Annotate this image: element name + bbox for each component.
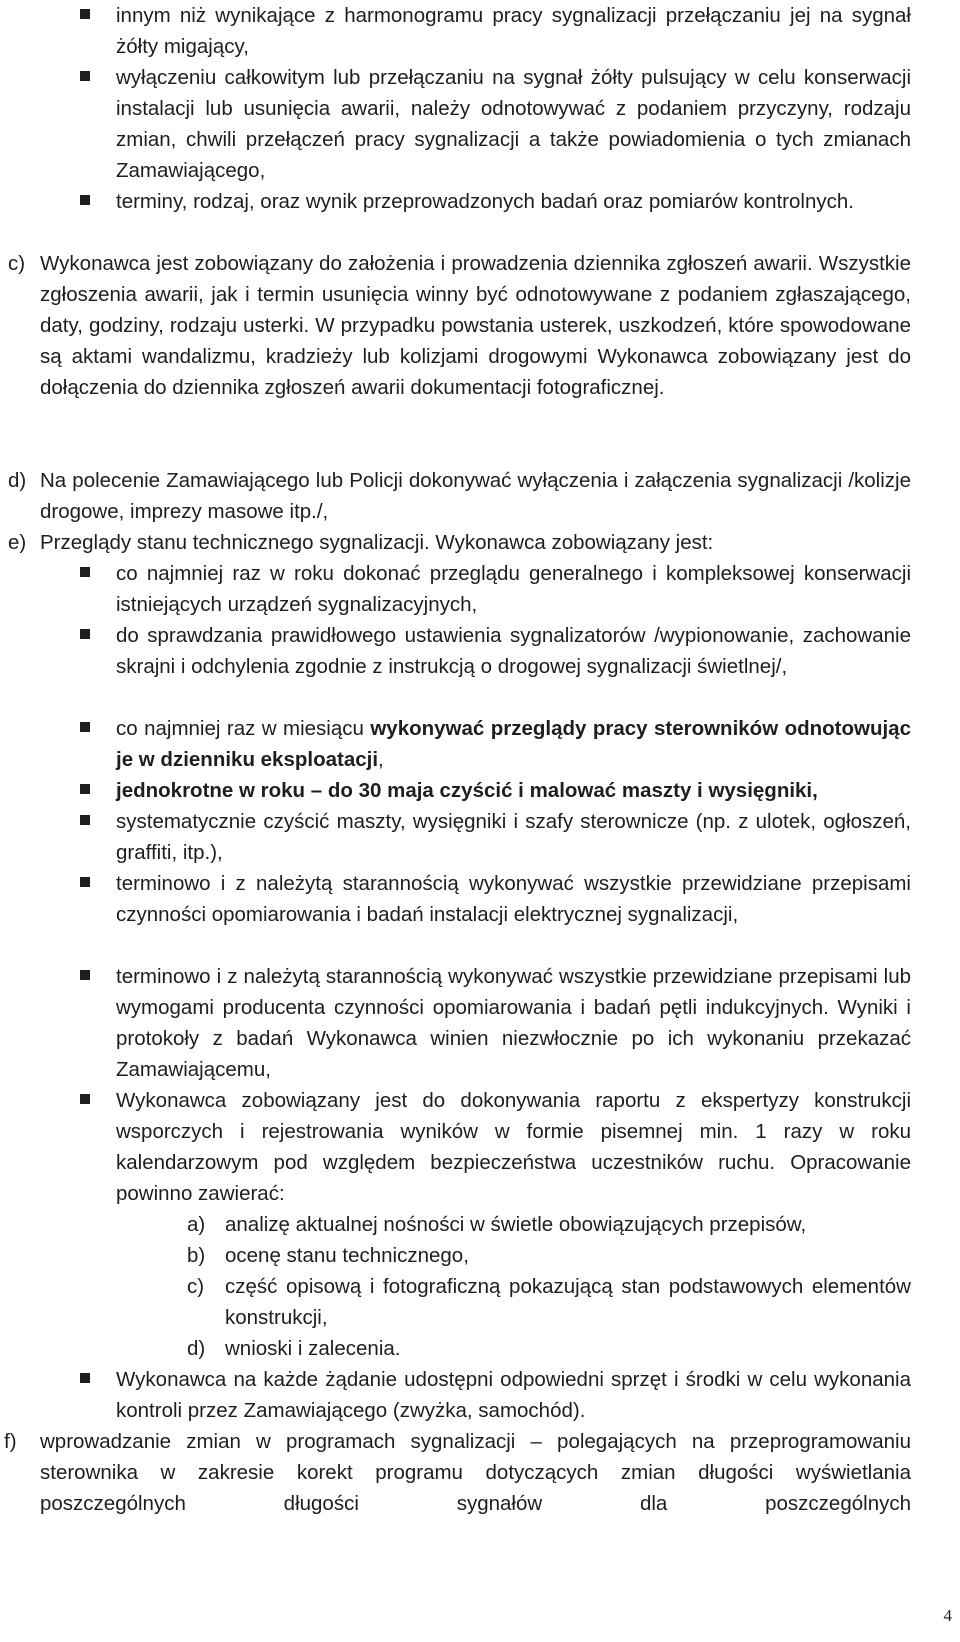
bullet-text: terminy, rodzaj, oraz wynik przeprowadzonych badań oraz pomiarów kontrolnych. <box>116 190 854 213</box>
bullet-item <box>80 961 911 1085</box>
square-bullet-icon <box>80 71 90 81</box>
list-marker: e) <box>8 531 27 554</box>
sub-list-text: część opisową i fotograficzną pokazującą stan podstawowych elementów konstrukcji, <box>225 1275 911 1329</box>
square-bullet-icon <box>80 567 90 577</box>
bullet-item <box>80 558 911 620</box>
sub-list-marker: a) <box>187 1213 206 1236</box>
bullet-text: co najmniej raz w roku dokonać przeglądu generalnego i kompleksowej konserwacji istniejących urządzeń sygnalizacyjnych, <box>116 562 911 616</box>
list-item-text: wprowadzanie zmian w programach sygnalizacji – polegających na przeprogramowaniu sterownika w zakresie korekt programu dotyczących zmian długości wyświetlania poszczególnych długości sygnałów dla poszczególnych <box>40 1430 911 1515</box>
square-bullet-icon <box>80 195 90 205</box>
square-bullet-icon <box>80 9 90 19</box>
bullet-text-bold: jednokrotne w roku – do 30 maja czyścić i malować maszty i wysięgniki, <box>116 779 818 802</box>
square-bullet-icon <box>80 1373 90 1383</box>
square-bullet-icon <box>80 784 90 794</box>
bullet-text: Wykonawca na każde żądanie udostępni odpowiedni sprzęt i środki w celu wykonania kontroli przez Zamawiającego (zwyżka, samochód). <box>116 1368 911 1422</box>
square-bullet-icon <box>80 815 90 825</box>
bullet-text: wyłączeniu całkowitym lub przełączaniu na sygnał żółty pulsujący w celu konserwacji instalacji lub usunięcia awarii, należy odnotowywać z podaniem przyczyny, rodzaju zmian, chwili przełączeń pracy sygnalizacji a także powiadomienia o tych zmianach Zamawiającego, <box>116 66 911 182</box>
bullet-item <box>80 62 911 186</box>
list-item-text: Wykonawca jest zobowiązany do założenia i prowadzenia dziennika zgłoszeń awarii. Wszystkie zgłoszenia awarii, jak i termin usunięcia winny być odnotowywane z podaniem zgłaszającego, daty, godziny, rodzaju usterki. W przypadku powstania usterek, uszkodzeń, które spowodowane są aktami wandalizmu, kradzieży lub kolizjami drogowymi Wykonawca zobowiązany jest do dołączenia do dziennika zgłoszeń awarii dokumentacji fotograficznej. <box>40 252 911 399</box>
page-number: 4 <box>943 1606 952 1625</box>
bullet-text: innym niż wynikające z harmonogramu pracy sygnalizacji przełączaniu jej na sygnał żółty migający, <box>116 4 911 58</box>
sub-list-text: analizę aktualnej nośności w świetle obowiązujących przepisów, <box>225 1213 807 1236</box>
sub-list-item <box>187 1333 911 1364</box>
sub-list-text: wnioski i zalecenia. <box>225 1337 401 1360</box>
list-marker: d) <box>8 469 27 492</box>
list-item-f <box>4 1426 911 1519</box>
sub-list-text: ocenę stanu technicznego, <box>225 1244 469 1267</box>
bullet-text: systematycznie czyścić maszty, wysięgniki i szafy sterownicze (np. z ulotek, ogłoszeń, graffiti, itp.), <box>116 810 911 864</box>
list-marker: f) <box>4 1430 17 1453</box>
bullet-item <box>80 775 911 806</box>
bullet-item <box>80 620 911 682</box>
square-bullet-icon <box>80 629 90 639</box>
list-item-text: Na polecenie Zamawiającego lub Policji dokonywać wyłączenia i załączenia sygnalizacji /kolizje drogowe, imprezy masowe itp./, <box>40 469 911 523</box>
sub-list-item <box>187 1240 911 1271</box>
list-item-d <box>8 465 911 527</box>
bullet-item <box>80 868 911 930</box>
bullet-text: do sprawdzania prawidłowego ustawienia sygnalizatorów /wypionowanie, zachowanie skrajni i odchylenia zgodnie z instrukcją o drogowej sygnalizacji świetlnej/, <box>116 624 911 678</box>
sub-list-marker: d) <box>187 1337 206 1360</box>
square-bullet-icon <box>80 722 90 732</box>
list-item-e <box>8 527 911 558</box>
bullet-item <box>80 713 911 775</box>
list-item-c <box>8 248 911 403</box>
sub-list-marker: b) <box>187 1244 206 1267</box>
square-bullet-icon <box>80 970 90 980</box>
bullet-text-bold: wykonywać przeglądy pracy sterowników odnotowując je w dzienniku eksploatacji <box>116 717 911 771</box>
list-item-text: Przeglądy stanu technicznego sygnalizacji. Wykonawca zobowiązany jest: <box>40 531 714 554</box>
bullet-item <box>80 1085 911 1209</box>
list-marker: c) <box>8 252 26 275</box>
bullet-text: terminowo i z należytą starannością wykonywać wszystkie przewidziane przepisami czynności opomiarowania i badań instalacji elektrycznej sygnalizacji, <box>116 872 911 926</box>
bullet-text-tail: , <box>378 748 384 771</box>
bullet-item <box>80 1364 911 1426</box>
sub-list-marker: c) <box>187 1275 205 1298</box>
sub-list-item <box>187 1209 911 1240</box>
bullet-text-plain: co najmniej raz w miesiącu <box>116 717 371 740</box>
bullet-item <box>80 0 911 62</box>
sub-list-item <box>187 1271 911 1333</box>
bullet-item <box>80 806 911 868</box>
square-bullet-icon <box>80 1094 90 1104</box>
square-bullet-icon <box>80 877 90 887</box>
bullet-text: Wykonawca zobowiązany jest do dokonywania raportu z ekspertyzy konstrukcji wsporczych i rejestrowania wyników w formie pisemnej min. 1 razy w roku kalendarzowym pod względem bezpieczeństwa uczestników ruchu. Opracowanie powinno zawierać: <box>116 1089 911 1205</box>
bullet-item <box>80 186 911 217</box>
bullet-text <box>116 713 911 775</box>
bullet-text: terminowo i z należytą starannością wykonywać wszystkie przewidziane przepisami lub wymogami producenta czynności opomiarowania i badań pętli indukcyjnych. Wyniki i protokoły z badań Wykonawca winien niezwłocznie po ich wykonaniu przekazać Zamawiającemu, <box>116 965 911 1081</box>
